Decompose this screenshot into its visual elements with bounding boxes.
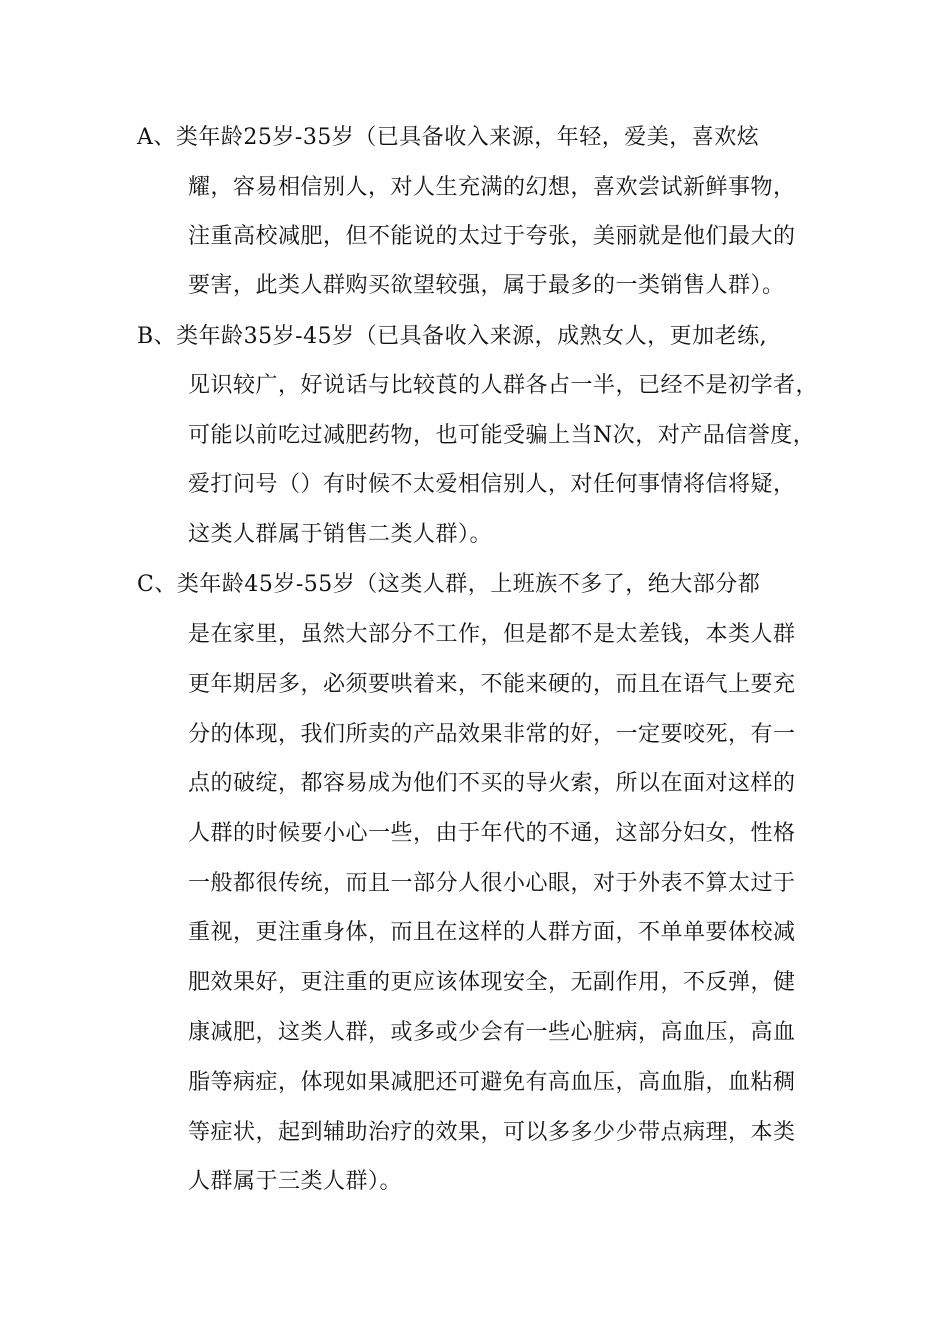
section-a-line-3: 注重高校减肥，但不能说的太过于夸张，美丽就是他们最大的 xyxy=(188,224,796,249)
section-c-line-12: 等症状，起到辅助治疗的效果，可以多多少少带点病理，本类 xyxy=(188,1120,796,1145)
section-c-line-7: 一般都很传统，而且一部分人很小心眼，对于外表不算太过于 xyxy=(188,871,796,896)
section-c-line-11: 脂等病症，体现如果减肥还可避免有高血压，高血脂，血粘稠 xyxy=(188,1070,796,1095)
section-c-line-4: 分的体现，我们所卖的产品效果非常的好，一定要咬死，有一 xyxy=(188,722,796,747)
section-c-line-2: 是在家里，虽然大部分不工作，但是都不是太差钱，本类人群 xyxy=(188,622,796,647)
section-c-line-3: 更年期居多，必须要哄着来，不能来硬的，而且在语气上要充 xyxy=(188,672,796,697)
section-b-line-3: 可能以前吃过减肥药物，也可能受骗上当N次，对产品信誉度， xyxy=(188,423,816,448)
section-c-line-9: 肥效果好，更注重的更应该体现安全，无副作用，不反弹，健 xyxy=(188,970,796,995)
section-c-line-5: 点的破绽，都容易成为他们不买的导火索，所以在面对这样的 xyxy=(188,771,796,796)
section-c-line-13: 人群属于三类人群）。 xyxy=(188,1169,403,1194)
section-c-line-1: C、类年龄45岁-55岁（这类人群，上班族不多了，绝大部分都 xyxy=(137,572,761,597)
section-c-line-6: 人群的时候要小心一些，由于年代的不通，这部分妇女，性格 xyxy=(188,821,796,846)
section-a-line-4: 要害，此类人群购买欲望较强，属于最多的一类销售人群）。 xyxy=(188,273,785,298)
section-b-line-5: 这类人群属于销售二类人群）。 xyxy=(188,522,493,547)
section-c-line-10: 康减肥，这类人群，或多或少会有一些心脏病，高血压，高血 xyxy=(188,1020,796,1045)
section-b-line-4: 爱打问号（）有时候不太爱相信别人，对任何事情将信将疑， xyxy=(188,472,796,497)
section-b-line-1: B、类年龄35岁-45岁（已具备收入来源，成熟女人，更加老练, xyxy=(137,324,768,349)
section-c-line-8: 重视，更注重身体，而且在这样的人群方面，不单单要体校减 xyxy=(188,920,796,945)
section-a-line-1: A、类年龄25岁-35岁（已具备收入来源，年轻，爱美，喜欢炫 xyxy=(137,125,760,150)
section-a-line-2: 耀，容易相信别人，对人生充满的幻想，喜欢尝试新鲜事物， xyxy=(188,175,796,200)
section-b-line-2: 见识较广，好说话与比较莨的人群各占一半，已经不是初学者， xyxy=(188,373,819,398)
